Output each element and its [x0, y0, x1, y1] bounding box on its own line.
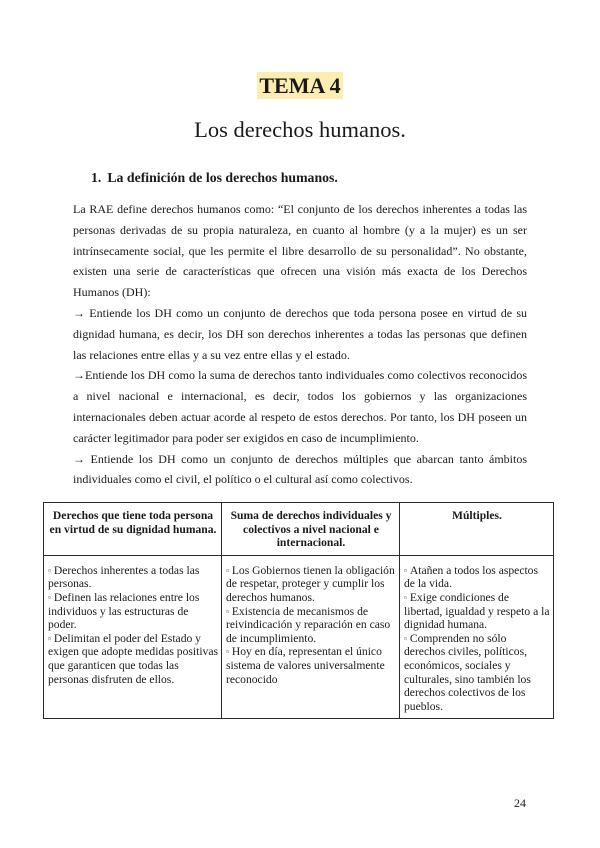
bullet-icon: ▫: [48, 633, 51, 643]
list-item-text: Hoy en día, representan el único sistema de valores universalmente reconocido: [226, 645, 385, 686]
rights-table: [43, 502, 554, 719]
paragraph-intro: La RAE define derechos humanos como: “El conjunto de los derechos inherentes a todas las personas derivadas de su propia naturaleza, en cuanto al hombre (y a la mujer) es un ser intrínsecamente social, que les permite el libre desarrollo de su personalidad”. No obstante, existen una serie de características que ofrecen una visión más exacta de los Derechos Humanos (DH):: [73, 202, 527, 300]
list-item: [226, 564, 396, 605]
bullet-icon: ▫: [48, 565, 51, 575]
paragraph-point-2: →Entiende los DH como la suma de derechos tanto individuales como colectivos reconocidos a nivel nacional e internacional, es decir, todos los gobiernos y las organizaciones internacionales deben actuar acorde al respeto de estos derechos. Por tanto, los DH poseen un carácter legitimador para poder ser exigidos en caso de incumplimiento.: [73, 368, 527, 445]
bullet-icon: ▫: [404, 592, 407, 602]
list-item-text: Exige condiciones de libertad, igualdad y respeto a la dignidad humana.: [404, 590, 550, 632]
bullet-icon: ▫: [226, 606, 229, 616]
bullet-icon: ▫: [48, 592, 51, 602]
bullet-icon: ▫: [404, 633, 407, 643]
list-item-text: Delimitan el poder del Estado y exigen que adopte medidas positivas que garanticen que todas las personas disfruten de ellos.: [48, 631, 219, 686]
list-item-text: Comprenden no sólo derechos civiles, políticos, económicos, sociales y culturales, sino también los derechos colectivos de los pueblos.: [404, 631, 531, 713]
list-item-text: Definen las relaciones entre los individuos y las estructuras de poder.: [48, 590, 200, 632]
paragraph-point-1: → Entiende los DH como un conjunto de derechos que toda persona posee en virtud de su dignidad humana, es decir, los DH son derechos inherentes a todas las personas que definen las relaciones entre ellas y a su vez entre ellas y el estado.: [73, 305, 527, 362]
list-item-text: Atañen a todos los aspectos de la vida.: [404, 563, 538, 591]
topic-label: TEMA 4: [259, 73, 341, 98]
paragraph-point-3: → Entiende los DH como un conjunto de derechos múltiples que abarcan tanto ámbitos individuales como el civil, el político o el cultural así como colectivos.: [73, 451, 527, 487]
list-item: [226, 645, 396, 686]
list-item-text: Los Gobiernos tienen la obligación de respetar, proteger y cumplir los derechos humanos.: [226, 563, 395, 604]
topic-heading: [0, 73, 600, 99]
bullet-icon: ▫: [404, 565, 407, 575]
body-text: [73, 199, 527, 490]
table-header-row: [44, 503, 554, 556]
list-item: [404, 591, 550, 632]
table-cell-col1: [44, 555, 222, 719]
table-header-cell: Múltiples.: [400, 503, 554, 556]
list-item: [48, 564, 218, 591]
section-number: 1.: [91, 170, 102, 185]
page-number: 24: [514, 796, 526, 810]
table-cell-col3: [400, 555, 554, 719]
list-item: [48, 632, 218, 686]
table-row: [44, 555, 554, 719]
bullet-icon: ▫: [226, 565, 229, 575]
section-heading: [91, 170, 338, 186]
table-cell-col2: [222, 555, 400, 719]
bullet-icon: ▫: [226, 647, 229, 657]
list-item: [404, 564, 550, 591]
table-header-cell: Suma de derechos individuales y colectivos a nivel nacional e internacional.: [222, 503, 400, 556]
list-item-text: Existencia de mecanismos de reivindicación y reparación en caso de incumplimiento.: [226, 604, 391, 645]
list-item: [404, 632, 550, 714]
list-item: [226, 605, 396, 646]
section-title: La definición de los derechos humanos.: [107, 170, 338, 185]
page-title: Los derechos humanos.: [194, 117, 406, 142]
list-item-text: Derechos inherentes a todas las personas.: [48, 563, 200, 591]
list-item: [48, 591, 218, 632]
table-header-cell: Derechos que tiene toda persona en virtud de su dignidad humana.: [44, 503, 222, 556]
